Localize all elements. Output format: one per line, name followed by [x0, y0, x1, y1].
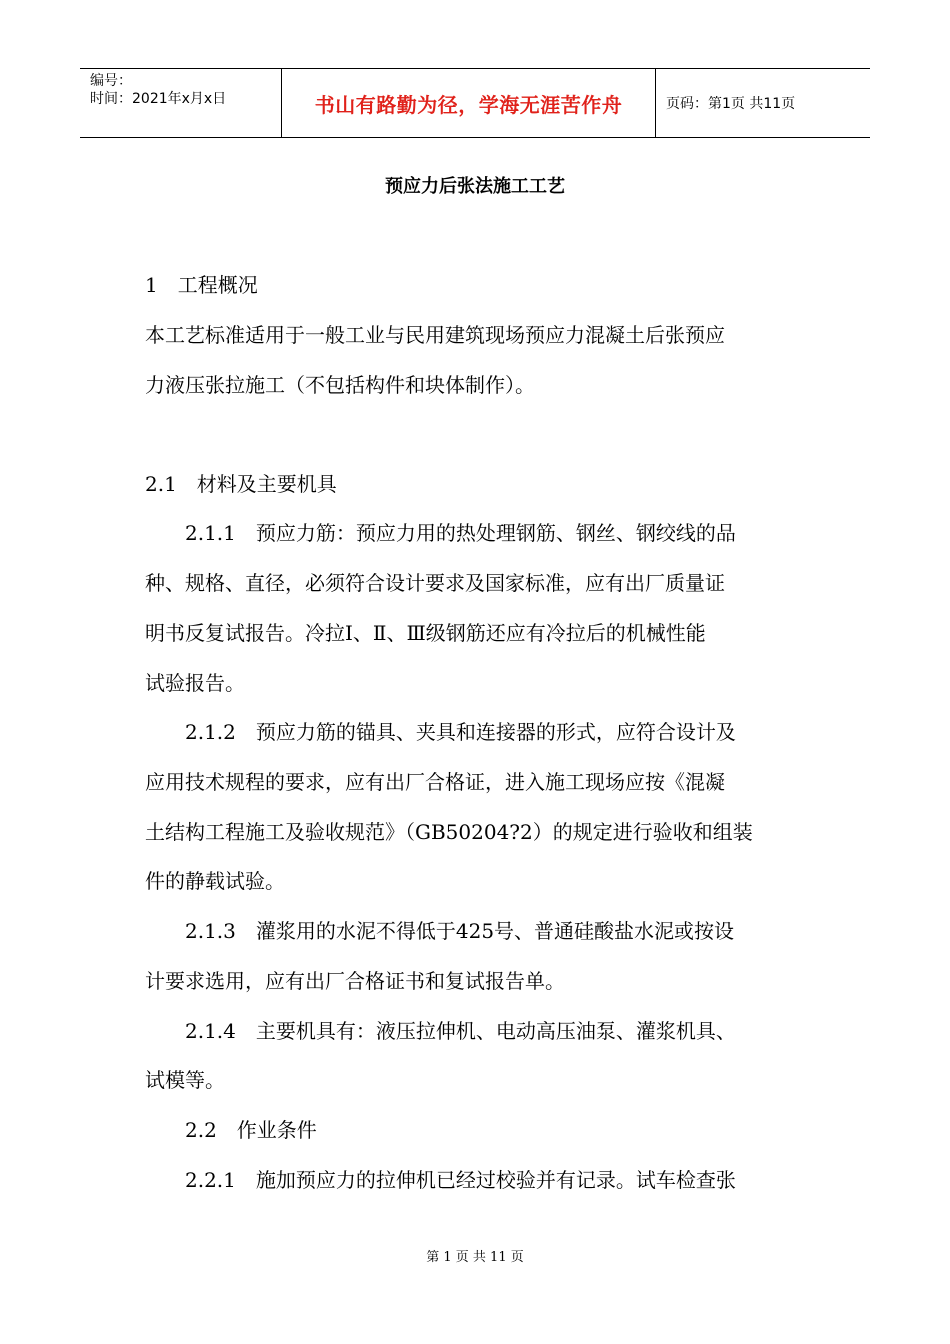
- document-title: 预应力后张法施工工艺: [385, 176, 565, 197]
- header-meta: [80, 69, 282, 137]
- paragraph-line: 2.1.1 预应力筋：预应力用的热处理钢筋、钢丝、钢绞线的品: [145, 521, 736, 545]
- page-header: [80, 68, 870, 138]
- section-heading: 2.2 作业条件: [145, 1118, 317, 1142]
- header-page-info: 页码：第1页 共11页: [666, 96, 796, 112]
- section-heading: 2.1 材料及主要机具: [145, 472, 337, 496]
- paragraph-line: 2.1.2 预应力筋的锚具、夹具和连接器的形式，应符合设计及: [145, 720, 736, 744]
- paragraph-line: 应用技术规程的要求，应有出厂合格证，进入施工现场应按《混凝: [145, 770, 725, 794]
- paragraph-line: 2.1.3 灌浆用的水泥不得低于425号、普通硅酸盐水泥或按设: [145, 919, 735, 943]
- time-label: 时间：2021年x月x日: [90, 91, 227, 107]
- header-motto: 书山有路勤为径，学海无涯苦作舟: [282, 69, 656, 137]
- paragraph-line: 计要求选用，应有出厂合格证书和复试报告单。: [145, 969, 565, 993]
- paragraph-line: 2.2.1 施加预应力的拉伸机已经过校验并有记录。试车检查张: [145, 1168, 736, 1192]
- paragraph-line: 本工艺标准适用于一般工业与民用建筑现场预应力混凝土后张预应: [145, 323, 725, 347]
- paragraph-line: 力液压张拉施工（不包括构件和块体制作）。: [145, 373, 535, 397]
- paragraph-line: 明书反复试报告。冷拉Ⅰ、Ⅱ、Ⅲ级钢筋还应有冷拉后的机械性能: [145, 621, 706, 645]
- paragraph-line: 土结构工程施工及验收规范》（GB50204?2）的规定进行验收和组装: [145, 820, 753, 844]
- paragraph-line: 种、规格、直径，必须符合设计要求及国家标准，应有出厂质量证: [145, 571, 725, 595]
- paragraph-line: 试验报告。: [145, 671, 245, 695]
- paragraph-line: 试模等。: [145, 1068, 225, 1092]
- paragraph-line: 2.1.4 主要机具有：液压拉伸机、电动高压油泵、灌浆机具、: [145, 1019, 736, 1043]
- section-heading: 1 工程概况: [145, 273, 258, 297]
- page-footer: 第 1 页 共 11 页: [426, 1250, 524, 1265]
- paragraph-line: 件的静载试验。: [145, 869, 285, 893]
- number-label: 编号：: [90, 73, 132, 89]
